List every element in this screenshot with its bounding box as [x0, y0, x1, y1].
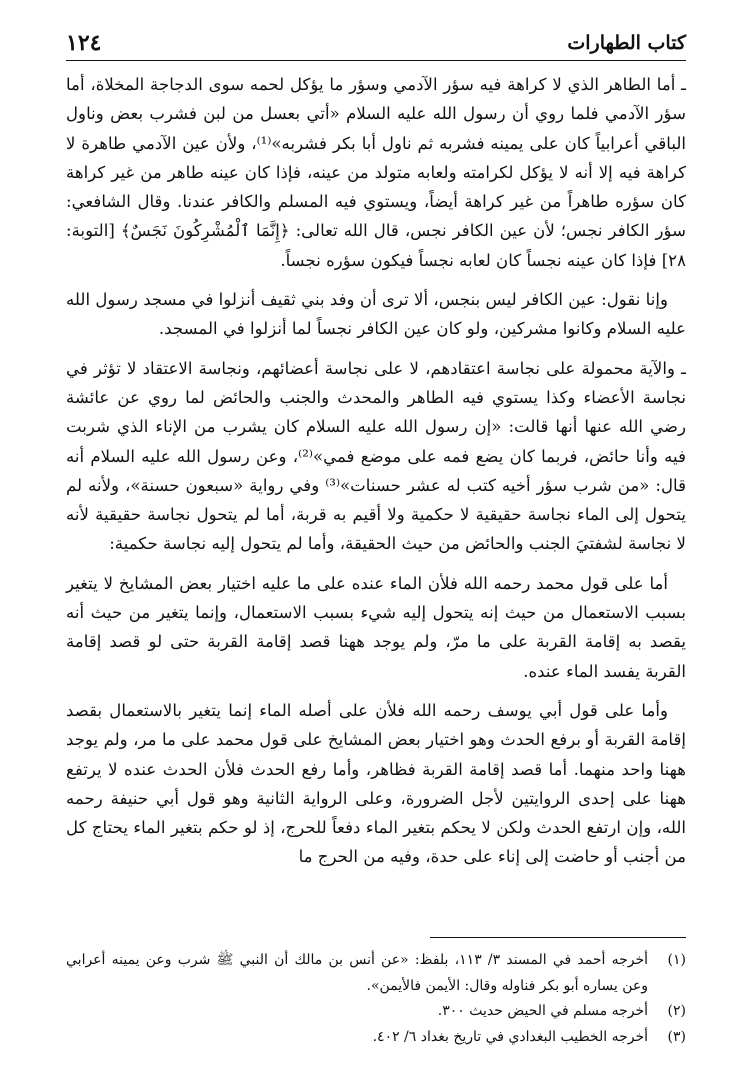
paragraph: أما على قول محمد رحمه الله فلأن الماء عنده على ما عليه اختيار بعض المشايخ لا يتغير بسبب الاستعمال من حيث إنه يتحول إليه شيء بسبب الاستعمال، وإنما يتغير من حيث أنه يقصد به إقامة القربة على ما مرّ، ولم يوجد ههنا قصد إقامة القربة حتى لو قصد إقامة القربة يفسد الماء عنده. [66, 573, 686, 681]
footnote-number: (٢) [667, 1003, 686, 1019]
footnote-number: (١) [667, 952, 686, 968]
page-number: ١٢٤ [66, 30, 102, 56]
footnote-text: أخرجه مسلم في الحيض حديث ٣٠٠. [437, 1003, 648, 1019]
running-title: كتاب الطهارات [567, 32, 686, 54]
paragraph: وأما على قول أبي يوسف رحمه الله فلأن على أصله الماء إنما يتغير بالاستعمال بقصد إقامة القربة أو برفع الحدث وهو اختيار بعض المشايخ على قول محمد على ما مر، ولم يوجد ههنا واحد منهما. أما قصد إقامة القربة فظاهر، وأما رفع الحدث فلأن الحدث عنده لا يرتفع ههنا على إحدى الروايتين لأجل الضرورة، وعلى الرواية الثانية وهو قول أبي حنيفة رحمه الله، وإن ارتفع الحدث ولكن لا يحكم بتغير الماء دفعاً للحرج، إذ لو حكم بتغير الماء يحتاج كل من أجنب أو حاضت إلى إناء على حدة، وفيه من الحرج ما [66, 700, 686, 867]
footnote [66, 999, 686, 1025]
paragraph: ـ والآية محمولة على نجاسة اعتقادهم، لا على نجاسة أعضائهم، ونجاسة الاعتقاد لا تؤثر في نجاسة الأعضاء وكذا يستوي فيه الطاهر والمحدث والجنب والحائض لما روي عن عائشة رضي الله عنها أنها قالت: «إن رسول الله عليه السلام كان يشرب من الإناء الذي شربت فيه وأنا حائض، فربما كان يضع فمه على موضع فمي»⁽²⁾، وعن رسول الله عليه السلام أنه قال: «من شرب سؤر أخيه كتب له عشر حسنات»⁽³⁾ وفي رواية «سبعون حسنة»، ولأنه لم يتحول إلى الماء نجاسة حقيقية لا حكمية ولا أقيم به قربة، أما لم يتحول نجاسة حقيقية لأنه لا نجاسة لشفتيَ الجنب والحائض من حيث الحقيقة، وأما لم يتحول إليه نجاسة حكمية: [66, 358, 687, 554]
footnotes [66, 948, 686, 1050]
page-header [66, 26, 686, 61]
footnote-text: أخرجه الخطيب البغدادي في تاريخ بغداد ٦/ ٤٠٢. [372, 1028, 648, 1045]
footnote-separator [430, 937, 686, 938]
footnote [66, 1025, 686, 1051]
footnote-text: أخرجه أحمد في المسند ٣/ ١١٣، بلفظ: «عن أنس بن مالك أن النبي ﷺ شرب وعن يمينه أعرابي وعن يساره أبو بكر فناوله وقال: الأيمن فالأيمن». [66, 952, 649, 994]
paragraph: ـ أما الطاهر الذي لا كراهة فيه سؤر الآدمي وسؤر ما يؤكل لحمه سوى الدجاجة المخلاة، أما سؤر الآدمي فلما روي أن رسول الله عليه السلام «أتي بعسل من لبن فشرب بعض وناول الباقي أعرابياً كان على يمينه فشربه ثم ناول أبا بكر فشربه»⁽¹⁾، ولأن عين الآدمي طاهرة لا كراهة فيه إلا أنه لا يؤكل لكرامته ولعابه متولد من عينه، فإذا كان عينه طاهر من غير كراهة كان سؤره طاهراً من غير كراهة أيضاً، ويستوي فيه المسلم والكافر عندنا. وقال الشافعي: سؤر الكافر نجس؛ لأن عين الكافر نجس، قال الله تعالى: ﴿إِنَّمَا ٱلْمُشْرِكُونَ نَجَسٌ﴾ [التوبة: ٢٨] فإذا كان عينه نجساً كان لعابه نجساً فيكون سؤره نجساً. [66, 75, 686, 270]
main-text [66, 70, 686, 882]
footnote-number: (٣) [667, 1028, 686, 1045]
paragraph: وإنا نقول: عين الكافر ليس بنجس، ألا ترى أن وفد بني ثقيف أنزلوا في مسجد رسول الله عليه السلام وكانوا مشركين، ولو كان عين الكافر نجساً لما أنزلوا في المسجد. [66, 290, 686, 339]
footnote [66, 948, 686, 999]
